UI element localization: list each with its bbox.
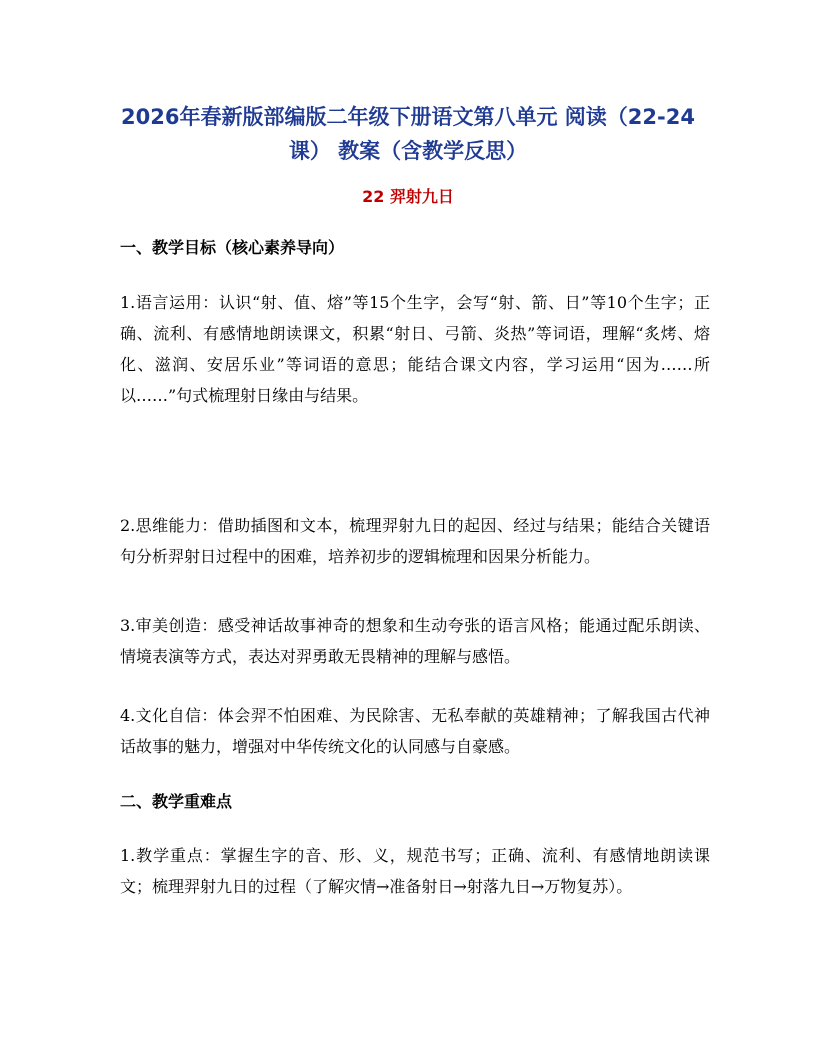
goal-cultural-confidence: 4.文化自信：体会羿不怕困难、为民除害、无私奉献的英雄精神；了解我国古代神话故事的魅力，增强对中华传统文化的认同感与自豪感。 bbox=[120, 706, 710, 756]
goal-aesthetic-creation: 3.审美创造：感受神话故事神奇的想象和生动夸张的语言风格；能通过配乐朗读、情境表演等方式，表达对羿勇敢无畏精神的理解与感悟。 bbox=[120, 616, 710, 666]
section-heading-key-points: 二、教学重难点 bbox=[120, 792, 233, 811]
goal-language-use: 1.语言运用：认识“射、值、熔”等15个生字，会写“射、箭、日”等10个生字；正确、流利、有感情地朗读课文，积累“射日、弓箭、炎热”等词语，理解“炙烤、熔化、滋润、安居乐业”等词语的意思；能结合课文内容，学习运用“因为……所以……”句式梳理射日缘由与结果。 bbox=[120, 293, 710, 405]
goal-thinking-ability: 2.思维能力：借助插图和文本，梳理羿射九日的起因、经过与结果；能结合关键语句分析羿射日过程中的困难，培养初步的逻辑梳理和因果分析能力。 bbox=[120, 516, 710, 566]
section-heading-teaching-goals: 一、教学目标（核心素养导向） bbox=[120, 238, 345, 257]
document-title: 2026年春新版部编版二年级下册语文第八单元 阅读（22-24课） 教案（含教学反思） bbox=[121, 105, 695, 163]
lesson-title: 22 羿射九日 bbox=[362, 187, 454, 206]
key-point-teaching-focus: 1.教学重点：掌握生字的音、形、义，规范书写；正确、流利、有感情地朗读课文；梳理羿射九日的过程（了解灾情→准备射日→射落九日→万物复苏）。 bbox=[120, 846, 710, 896]
